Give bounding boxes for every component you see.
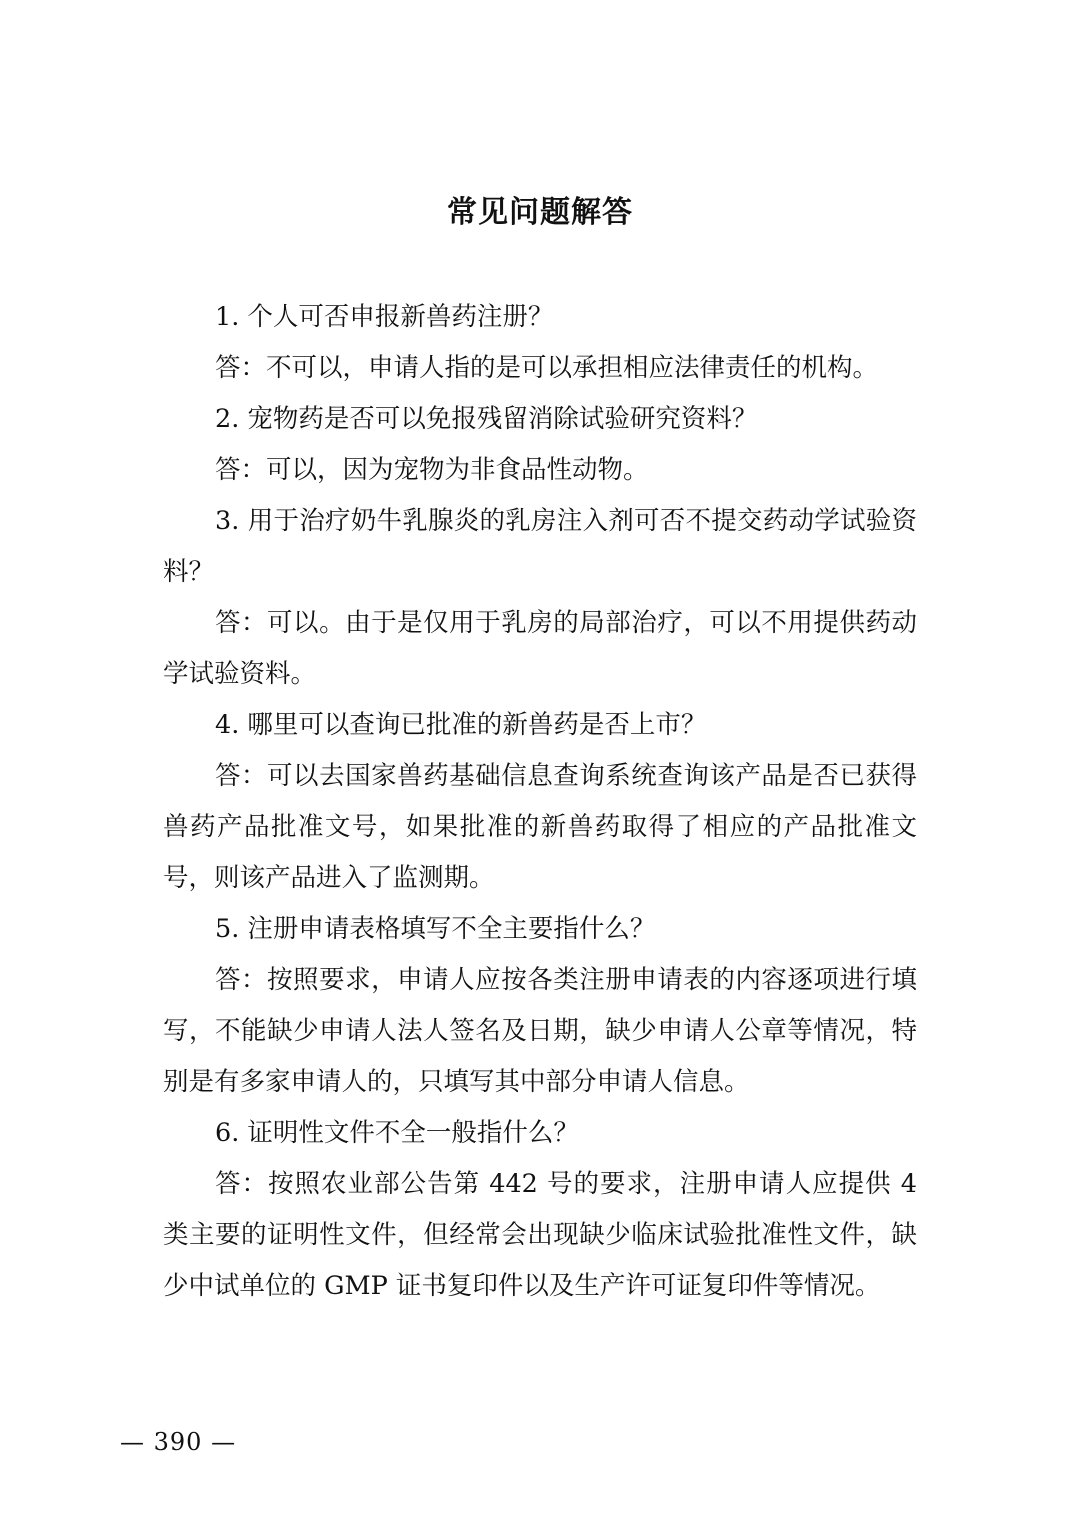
page-number: — 390 —: [120, 1428, 237, 1456]
question-5: 5. 注册申请表格填写不全主要指什么？: [215, 914, 656, 944]
answer-5: 答：按照要求，申请人应按各类注册申请表的内容逐项进行填写，不能缺少申请人法人签名及日期，缺少申请人公章等情况，特别是有多家申请人的，只填写其中部分申请人信息。: [163, 965, 917, 1097]
question-1: 1. 个人可否申报新兽药注册？: [215, 302, 554, 332]
answer-1: 答：不可以，申请人指的是可以承担相应法律责任的机构。: [215, 353, 879, 383]
page-title: 常见问题解答: [447, 195, 633, 230]
answer-2: 答：可以，因为宠物为非食品性动物。: [215, 455, 649, 485]
question-6: 6. 证明性文件不全一般指什么？: [215, 1118, 579, 1148]
question-4: 4. 哪里可以查询已批准的新兽药是否上市？: [215, 710, 707, 740]
answer-4: 答：可以去国家兽药基础信息查询系统查询该产品是否已获得兽药产品批准文号，如果批准的新兽药取得了相应的产品批准文号，则该产品进入了监测期。: [163, 761, 917, 893]
question-3: 3. 用于治疗奶牛乳腺炎的乳房注入剂可否不提交药动学试验资料？: [163, 506, 917, 587]
answer-6: 答：按照农业部公告第 442 号的要求，注册申请人应提供 4 类主要的证明性文件，但经常会出现缺少临床试验批准性文件，缺少中试单位的 GMP 证书复印件以及生产许可证复印件等情况。: [163, 1169, 917, 1301]
question-2: 2. 宠物药是否可以免报残留消除试验研究资料？: [215, 404, 758, 434]
faq-content: [163, 292, 917, 1312]
answer-3: 答：可以。由于是仅用于乳房的局部治疗，可以不用提供药动学试验资料。: [163, 608, 917, 689]
